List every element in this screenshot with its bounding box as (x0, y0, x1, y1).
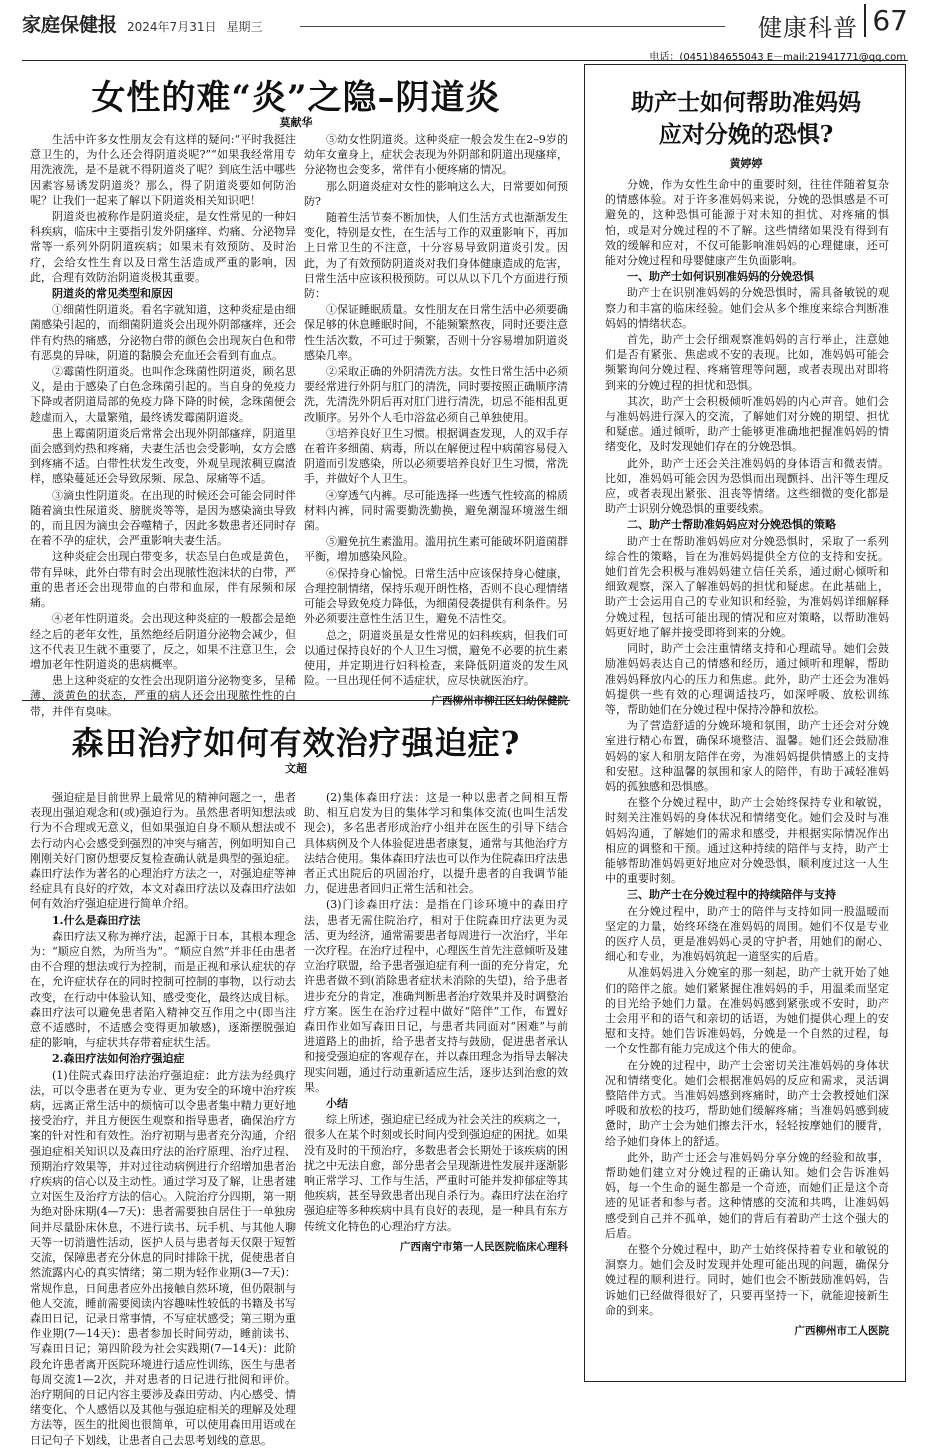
paragraph: 同时，助产士会注重情绪支持和心理疏导。她们会鼓励准妈妈表达自己的情感和经历，通过倾听和理解，帮助准妈妈释放内心的压力和焦虑。此外，助产士还会为准妈妈提供一些有效的心理调适技巧，如深呼吸、放松训练等，帮助她们在分娩过程中保持冷静和放松。 (605, 642, 889, 716)
subheading: 2.森田疗法如何治疗强迫症 (52, 1052, 185, 1066)
paragraph: 助产士在识别准妈妈的分娩恐惧时，需具备敏锐的观察力和丰富的临床经验。她们会从多个维度来综合判断准妈妈的情绪状态。 (605, 286, 889, 330)
paragraph: ⑥保持身心愉悦。日常生活中应该保持身心健康，合理控制情绪，保持乐观开朗性格，否则不良心理情绪可能会导致免疫力降低，为细菌侵袭提供有利条件。另外必须要注意性生活卫生，避免不洁性交。 (304, 566, 568, 626)
article1-affiliation: 广西柳州市柳江区妇幼保健院 (431, 695, 568, 708)
article1-title: 女性的难“炎”之隐–阴道炎 (91, 78, 501, 118)
subheading: 一、助产士如何识别准妈妈的分娩恐惧 (627, 270, 814, 284)
subheading: 1.什么是森田疗法 (52, 913, 141, 927)
paragraph: 在整个分娩过程中，助产士会始终保持专业和敏锐，时刻关注准妈妈的身体状况和情绪变化。她们会及时与准妈妈沟通，了解她们的需求和感受，并根据实际情况作出相应的调整和干预。通过这种持续的陪伴与支持，助产士能够帮助准妈妈更好地应对分娩恐惧，顺利度过这一人生中的重要时刻。 (605, 796, 889, 886)
paragraph: ①细菌性阴道炎。看名字就知道，这种炎症是由细菌感染引起的，而细菌阴道炎会出现外阴部瘙痒，还会伴有灼热的痛感，分泌物白带的颜色会出现灰白色和带有恶臭的异味，阴道的黏膜会充血还会看到有血点。 (30, 303, 296, 362)
paragraph: ③培养良好卫生习惯。根据调查发现，人的双手存在着许多细菌、病毒，所以在解便过程中病菌容易侵入阴道而引发感染，所以必须要培养良好卫生习惯，常洗手，并做好个人卫生。 (304, 426, 568, 486)
top-divider (22, 60, 908, 61)
paragraph: ②霉菌性阴道炎。也叫作念珠菌性阴道炎，顾名思义，是由于感染了白色念珠菌引起的。当自身的免疫力下降或者阴道局部的免疫力降下降的时候，念珠菌便会趁虚而入，大量繁殖，最终诱发霉菌阴道炎。 (30, 365, 296, 424)
paragraph: 患上霉菌阴道炎后常常会出现外阴部瘙痒，阴道里面会感到灼热和疼痛，夫妻生活也会受影响，女方会感到疼痛不适。白带性状发生改变，外观呈现浓稠豆腐渣样，感染蔓延还会导致尿频、尿急、尿痛等不适。 (30, 426, 296, 486)
article3-title-line2: 应对分娩的恐惧? (658, 121, 834, 148)
page-number: 67 (864, 4, 908, 37)
paragraph: 此外，助产士还会与准妈妈分享分娩的经验和故事，帮助她们建立对分娩过程的正确认知。她们会告诉准妈妈，每一个生命的诞生都是一个奇迹，而她们正是这个奇迹的见证者和参与者。这种情感的交流和共鸣，让准妈妈感受到自己并不孤单，她们的背后有着助产士这个强大的后盾。 (605, 1150, 889, 1240)
paragraph: 综上所述，强迫症已经成为社会关注的疾病之一，很多人在某个时刻或长时间内受到强迫症的困扰。如果没有及时的干预治疗，多数患者会长期处于该疾病的困扰之中无法自愈，部分患者会呈现渐进性发展并逐渐影响正常学习、工作与生活，严重时可能并发抑郁症等其他疾病，甚至导致患者出现自杀行为。森田疗法在治疗强迫症等多种疾病中具有良好的表现，是一种具有东方传统文化特色的心理治疗方法。 (304, 1113, 568, 1233)
article1-author: 莫献华 (279, 116, 313, 129)
paragraph: 总之，阴道炎虽是女性常见的妇科疾病，但我们可以通过保持良好的个人卫生习惯，避免不必要的抗生素使用，并定期进行妇科检查，来降低阴道炎的发生风险。一旦出现任何不适症状，应尽快就医治疗。 (304, 628, 568, 688)
paragraph: (2)集体森田疗法：这是一种以患者之间相互帮助、相互启发为目的集体学习和集体交流(也叫生活发现会)，多名患者形成治疗小组并在医生的引导下结合具体病例及个人体验促进患者康复，通常与其他治疗方法结合使用。集体森田疗法也可以作为住院森田疗法患者正式出院后的巩固治疗，以提升患者的自我调节能力，促进患者回归正常生活和社会。 (304, 791, 568, 896)
paragraph: (3)门诊森田疗法：是指在门诊环境中的森田疗法，患者无需住院治疗，相对于住院森田疗法更为灵活、更为经济，通常需要患者每周进行一次治疗，半年一次疗程。在治疗过程中，心理医生首先注意倾听及建立治疗联盟，给予患者强迫症有利一面的充分肯定，允许患者做不到(消除患者症状未消除的失望)，给予患者进步充分的肯定，准确判断患者治疗效果并及时调整治疗方案。医生在治疗过程中做好“陪伴”工作，布置好森田作业如写森田日记，与患者共同面对“困难”与前进道路上的曲折，给予患者支持与鼓励，促进患者承认和接受强迫症的客观存在，并以森田理念为指导去解决现实问题，通过行动重新适应生活，逐步达到治愈的效果。 (304, 898, 568, 1094)
article1-column-1 (30, 132, 296, 718)
paragraph: 这种炎症会出现白带变多，状态呈白色或是黄色，带有异味，此外白带有时会出现脓性泡沫状的白带，严重的患者还会出现带血的白带和血尿，伴有尿频和尿痛。 (30, 550, 296, 610)
paragraph: ⑤幼女性阴道炎。这种炎症一般会发生在2–9岁的幼年女童身上，症状会表现为外阴部和阴道出现瘙痒，分泌物也会变多，常伴有小便疼痛的情况。 (304, 133, 568, 177)
subheading: 小结 (326, 1097, 348, 1111)
contact-info: 电话：(0451)84655043 E－mail:21941771@qq.com (649, 52, 906, 63)
paragraph: 患上这种炎症的女性会出现阴道分泌物变多，呈稀薄、淡黄色的状态，严重的病人还会出现脓性性的白带，并伴有臭味。 (30, 674, 296, 718)
paragraph: ③滴虫性阴道炎。在出现的时候还会可能会同时伴随着滴虫性尿道炎、膀胱炎等等，是因为感染滴虫导致的，而且因为滴虫会吞噬精子，因此多数患者还同时存在着不孕的症状，会严重影响夫妻生活。 (30, 488, 296, 548)
paragraph: 其次，助产士会积极倾听准妈妈的内心声音。她们会与准妈妈进行深入的交流，了解她们对分娩的期望、担忧和疑虑。通过倾听，助产士能够更准确地把握准妈妈的情绪变化，及时发现她们存在的分娩恐惧。 (605, 394, 889, 454)
paragraph: (1)住院式森田疗法治疗强迫症：此方法为经典疗法，可以令患者在更为专业、更为安全的环境中治疗疾病，远离正常生活中的烦恼可以令患者集中精力更好地接受治疗，并且方便医生观察和指导患者，确保治疗方案的针对性和有效性。治疗初期与患者充分沟通，介绍强迫症相关知识以及森田疗法的治疗原理、治疗过程、预期治疗效果等，并对过往动病例进行介绍增加患者治疗疾病的信心以及主动性。通过学习及了解，让患者建立对医生及治疗方法的信心。入院治疗分四期，第一期为绝对卧床期(4—7天)：患者需要独自居住于一单独房间并尽量卧床休息，不进行读书、玩手机、与其他人聊天等一切消遣性活动，医护人员与患者每天仅限于短暂交流，保障患者充分休息的同时排除干扰，促使患者自然流露内心的真实情绪；第二期为轻作业期(3—7天)：常规作息，日间患者应外出接触自然环境，但仍限制与他人交流，睡前需要阅读内容趣味性较低的书籍及书写森田日记，记录日常事情，不写症状感受；第三期为重作业期(7—14天)：患者参加长时间劳动，睡前读书、写森田日记；第四阶段为社会实践期(7—14天)：此阶段允许患者离开医院环境进行适应性训练，医生与患者每周交流1—2次，并对患者的日记进行批阅和评价。治疗期间的日记内容主要涉及森田劳动、内心感受、情绪变化、个人感悟以及其他与强迫症相关的理解及处理方法等，医生的批阅也很简单，可以使用森田用语或在日记句子下划线，让患者自己去思考划线的意思。 (30, 1068, 296, 1447)
masthead-rule (300, 26, 725, 27)
article2-title: 森田治疗如何有效治疗强迫症? (71, 724, 521, 762)
article3-title (585, 87, 907, 151)
paragraph: 首先，助产士会仔细观察准妈妈的言行举止，注意她们是否有紧张、焦虑或不安的表现。比如，准妈妈可能会频繁询问分娩过程、疼痛管理等问题，或者表现出对即将到来的分娩过程的担忧和恐惧。 (605, 333, 889, 392)
article2-affiliation: 广西南宁市第一人民医院临床心理科 (400, 1240, 568, 1253)
subheading: 三、助产士在分娩过程中的持续陪伴与支持 (627, 888, 836, 902)
article3-affiliation: 广西柳州市工人医院 (794, 1325, 889, 1338)
paragraph: ②采取正确的外阴清洗方法。女性日常生活中必须要经常进行外阴与肛门的清洗，同时要按照正确顺序清洗，先清洗外阴后再对肛门进行清洗，切忌不能相乱更改顺序。另外个人毛巾浴盆必须自己单独使用。 (304, 365, 568, 424)
article1-column-2 (304, 132, 568, 708)
article2-author: 文超 (285, 762, 307, 775)
paragraph: 随着生活节奏不断加快，人们生活方式也渐渐发生变化，特别是女性，在生活与工作的双重影响下，再加上日常卫生的不注意，十分容易导致阴道炎引发。因此，为了有效预防阴道炎对我们身体健康造成的危害，日常生活中应该积极预防。可以从以下几个方面进行预防： (304, 211, 568, 301)
subheading: 阴道炎的常见类型和原因 (52, 287, 173, 301)
paragraph: 生活中许多女性朋友会有这样的疑问:“平时我挺注意卫生的，为什么还会得阴道炎呢?”“如果我经常用专用洗液洗，是不是就不得阴道炎了呢？到底生活中哪些因素容易诱发阴道炎？那么，得了阴道炎要如何防治呢？让我们一起来了解以下阴道炎相关知识吧！ (30, 133, 296, 207)
paragraph: 分娩，作为女性生命中的重要时刻，往往伴随着复杂的情感体验。对于许多准妈妈来说，分娩的恐惧感是不可避免的，这种恐惧可能源于对未知的担忧、对疼痛的惧怕，或是对分娩过程的不了解。这些情绪如果没有得到有效的缓解和应对，不仅可能影响准妈妈的心理健康，还可能对分娩过程和母婴健康产生负面影响。 (605, 178, 889, 268)
paragraph: ④老年性阴道炎。会出现这种炎症的一般都会是绝经之后的老年女性，虽然绝经后阴道分泌物会减少，但这不代表卫生就不重要了，反之，如果不注意卫生，会增加老年性阴道炎的患病概率。 (30, 612, 296, 671)
paragraph: 阴道炎也被称作是阴道炎症，是女性常见的一种妇科疾病，临床中主要指引发外阴瘙痒、灼痛、分泌物异常等一系列外阴阴道疾病；如果未有效预防、及时治疗，会给女性生育以及日常生活造成严重的影响，因此，合理有效防治阴道炎极其重要。 (30, 210, 296, 284)
masthead (0, 0, 930, 46)
paragraph: 从准妈妈进入分娩室的那一刻起，助产士就开始了她们的陪伴之旅。她们紧紧握住准妈妈的手，用温柔而坚定的目光给予她们力量。在准妈妈感到紧张或不安时，助产士会用平和的语气和亲切的话语，为她们提供心理上的安慰和支持。她们告诉准妈妈，分娩是一个自然的过程，每一个女性都有能力完成这个伟大的使命。 (605, 966, 889, 1056)
paragraph: ④穿透气内裤。尽可能选择一些透气性较高的棉质材料内裤，同时需要勤洗勤换，避免潮湿环境滋生细菌。 (304, 488, 568, 533)
paragraph: ⑤避免抗生素滥用。滥用抗生素可能破坏阴道菌群平衡，增加感染风险。 (304, 535, 568, 564)
paragraph: 森田疗法又称为禅疗法，起源于日本，其根本理念为：“顺应自然，为所当为”。“顺应自然”并非任由患者由不合理的想法或行为控制，而是正视和承认症状的存在，允许症状存在的同时控制可控制的事物，以行动去改变，在行动中体验认知、感受变化，最终达成目标。森田疗法可以避免患者陷入精神交互作用之中(即当注意不适感时，不适感会变得更加敏感)，逐渐摆脱强迫症的影响，与症状共存带着症状生活。 (30, 929, 296, 1050)
paragraph: ①保证睡眠质量。女性朋友在日常生活中必须要确保足够的休息睡眠时间，不能频繁熬夜，同时还要注意性生活次数，不可过于频繁，否则十分容易增加阴道炎感染几率。 (304, 303, 568, 362)
paragraph: 在整个分娩过程中，助产士始终保持着专业和敏锐的洞察力。她们会及时发现并处理可能出现的问题，确保分娩过程的顺利进行。同时，她们也会不断鼓励准妈妈，告诉她们已经做得很好了，只要再坚持一下，就能迎接新生命的到来。 (605, 1243, 889, 1317)
paper-name: 家庭保健报 (22, 14, 118, 36)
issue-date: 2024年7月31日 (127, 20, 217, 34)
article3-title-line1: 助产士如何帮助准妈妈 (631, 89, 861, 116)
paragraph: 在分娩过程中，助产士的陪伴与支持如同一股温暖而坚定的力量，始终环绕在准妈妈的周围。她们不仅是专业的医疗人员，更是准妈妈心灵的守护者，用她们的耐心、细心和专业，为准妈妈筑起一道坚实的后盾。 (605, 904, 889, 964)
paragraph: 助产士在帮助准妈妈应对分娩恐惧时，采取了一系列综合性的策略，旨在为准妈妈提供全方位的支持和安抚。她们首先会积极与准妈妈建立信任关系，通过耐心倾听和细致观察，深入了解准妈妈的担忧和疑虑。在此基础上，助产士会运用自己的专业知识和经验，为准妈妈详细解释分娩过程，包括可能出现的情况和应对策略，以帮助准妈妈更好地了解并接受即将到来的分娩。 (605, 534, 889, 639)
paragraph: 此外，助产士还会关注准妈妈的身体语言和微表情。比如，准妈妈可能会因为恐惧而出现颤抖、出汗等生理反应，或者表现出紧张、沮丧等情绪。这些细微的变化都是助产士识别分娩恐惧的重要线索。 (605, 456, 889, 516)
subheading: 二、助产士帮助准妈妈应对分娩恐惧的策略 (627, 518, 836, 532)
paragraph: 强迫症是目前世界上最常见的精神问题之一，患者表现出强迫观念和(或)强迫行为。虽然患者明知想法或行为不合理或无意义，但如果强迫自身不顺从想法或不去行动内心会感受到强烈的冲突与痛苦，例如明知自己刚刚关好门窗仍想要反复检查确认就是典型的强迫症。森田疗法作为著名的心理治疗方法之一，对强迫症等神经症具有良好的疗效，本文对森田疗法以及森田疗法如何有效治疗强迫症进行简单介绍。 (30, 791, 296, 911)
paragraph: 在分娩的过程中，助产士会密切关注准妈妈的身体状况和情绪变化。她们会根据准妈妈的反应和需求，灵活调整陪伴方式。当准妈妈感到疼痛时，助产士会教授她们深呼吸和放松的技巧，帮助她们缓解疼痛；当准妈妈感到疲惫时，助产士会为她们擦去汗水，轻轻按摩她们的腰背，给予她们身体上的舒适。 (605, 1058, 889, 1148)
article3-box (584, 64, 906, 1382)
masthead-left (22, 10, 262, 37)
paragraph: 那么阴道炎症对女性的影响这么大，日常要如何预防? (304, 179, 568, 208)
article2-column-1 (30, 790, 296, 1447)
issue-weekday: 星期三 (226, 20, 263, 34)
paragraph: 为了营造舒适的分娩环境和氛围，助产士还会对分娩室进行精心布置，确保环境整洁、温馨。她们还会鼓励准妈妈的家人和朋友陪伴在旁，为准妈妈提供情感上的支持和安慰。这种温馨的氛围和家人的陪伴，有助于减轻准妈妈的孤独感和恐惧感。 (605, 719, 889, 793)
article3-column (605, 177, 889, 1377)
article3-author: 黄婷婷 (729, 157, 763, 170)
mid-divider (22, 700, 570, 701)
article2-column-2 (304, 790, 568, 1380)
section-name: 健康科普 (758, 14, 858, 42)
